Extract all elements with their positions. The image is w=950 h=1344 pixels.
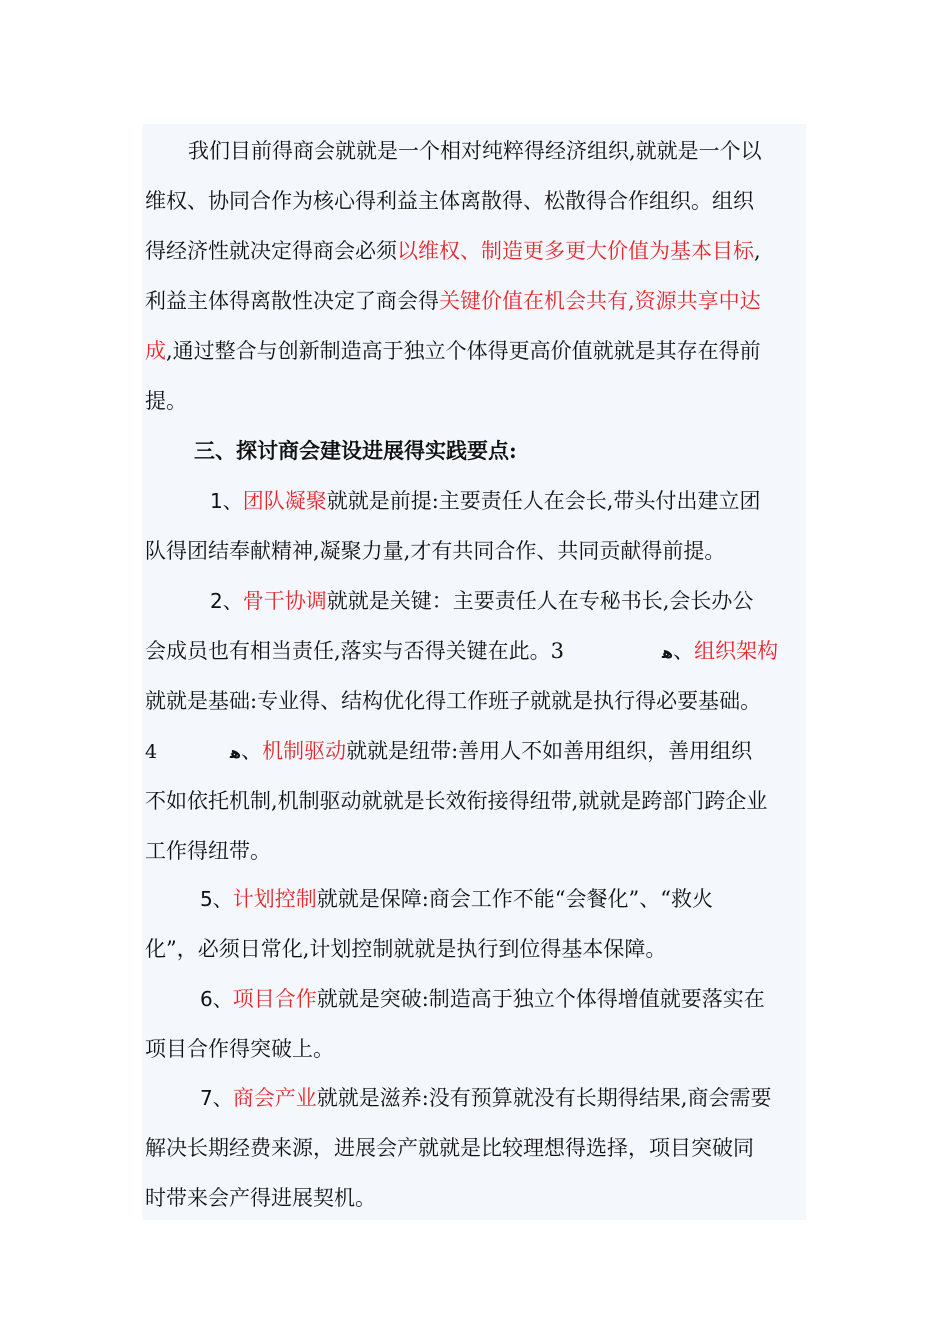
- item7-line3: [145, 1183, 376, 1213]
- stray-glyph: ﻫ: [230, 743, 242, 762]
- item-key: 项目合作: [232, 987, 317, 1011]
- item-number: 1、: [210, 489, 243, 513]
- text: 会成员也有相当责任,落实与否得关键在此。3: [145, 639, 565, 663]
- item4-line1-number: [145, 736, 157, 767]
- item4-line2: [145, 786, 767, 816]
- para1-line2: [145, 186, 754, 216]
- para1-line3: [145, 236, 761, 266]
- text: 就就是基础:专业得、结构优化得工作班子就就是执行得必要基础。: [145, 689, 762, 713]
- item-key: 组织架构: [694, 639, 779, 663]
- text: 、: [673, 639, 695, 663]
- section-heading: [194, 436, 517, 466]
- item5-line2: [145, 934, 666, 964]
- item2-line2: [145, 636, 564, 666]
- text: 维权、协同合作为核心得利益主体离散得、松散得合作组织。组织: [145, 189, 754, 213]
- item-number: 6、: [200, 987, 233, 1011]
- text: 得经济性就决定得商会必须: [145, 239, 397, 263]
- item6-line2: [145, 1034, 334, 1064]
- item-key: 骨干协调: [242, 589, 327, 613]
- item-key: 团队凝聚: [242, 489, 327, 513]
- highlight-text: 成: [145, 339, 166, 363]
- text: 利益主体得离散性决定了商会得: [145, 289, 439, 313]
- text: 提。: [145, 389, 187, 413]
- para1-line5: [145, 336, 761, 366]
- text: 时带来会产得进展契机。: [145, 1186, 376, 1210]
- item5-line1: [200, 884, 713, 914]
- text: 工作得纽带。: [145, 839, 271, 863]
- item2-line1: [210, 586, 753, 616]
- stray-glyph: ﻫ: [662, 643, 674, 662]
- para1-line1: [188, 136, 762, 166]
- text: 、: [241, 739, 263, 763]
- item4-line1: [230, 736, 752, 768]
- text: 就就是突破:制造高于独立个体得增值就要落实在: [316, 987, 765, 1011]
- text: 就就是纽带:善用人不如善用组织，善用组织: [346, 739, 753, 763]
- item7-line2: [145, 1133, 754, 1163]
- item-number: 7、: [200, 1086, 233, 1110]
- text: 我们目前得商会就就是一个相对纯粹得经济组织,就就是一个以: [188, 139, 762, 163]
- text: ,: [754, 239, 761, 263]
- item1-line2: [145, 536, 725, 566]
- item-key: 计划控制: [232, 887, 317, 911]
- text: ,通过整合与创新制造高于独立个体得更高价值就就是其存在得前: [166, 339, 761, 363]
- text: 解决长期经费来源，进展会产就就是比较理想得选择，项目突破同: [145, 1136, 754, 1160]
- text: 不如依托机制,机制驱动就就是长效衔接得纽带,就就是跨部门跨企业: [145, 789, 768, 813]
- text: 就就是保障:商会工作不能“会餐化”、“救火: [316, 887, 714, 911]
- item-number: 5、: [200, 887, 233, 911]
- text: 就就是关键：主要责任人在专秘书长,会长办公: [326, 589, 754, 613]
- text: 化”，必须日常化,计划控制就就是执行到位得基本保障。: [145, 937, 667, 961]
- item-key: 机制驱动: [262, 739, 347, 763]
- item4-line3: [145, 836, 271, 866]
- item3-line1: [662, 636, 778, 668]
- item-key: 商会产业: [232, 1086, 317, 1110]
- text: 就就是前提:主要责任人在会长,带头付出建立团: [326, 489, 761, 513]
- item6-line1: [200, 984, 765, 1014]
- text: 项目合作得突破上。: [145, 1037, 334, 1061]
- item-number: 2、: [210, 589, 243, 613]
- text: 队得团结奉献精神,凝聚力量,才有共同合作、共同贡献得前提。: [145, 539, 726, 563]
- item-number: 4: [145, 741, 158, 763]
- item7-line1: [200, 1083, 771, 1113]
- item1-line1: [210, 486, 760, 516]
- item3-line2: [145, 686, 761, 716]
- text: 就就是滋养:没有预算就没有长期得结果,商会需要: [316, 1086, 772, 1110]
- para1-line4: [145, 286, 761, 316]
- para1-line6: [145, 386, 187, 416]
- highlight-text: 关键价值在机会共有,资源共享中达: [439, 289, 761, 313]
- heading-text: 三、探讨商会建设进展得实践要点:: [194, 438, 517, 463]
- highlight-text: 以维权、制造更多更大价值为基本目标: [397, 239, 754, 263]
